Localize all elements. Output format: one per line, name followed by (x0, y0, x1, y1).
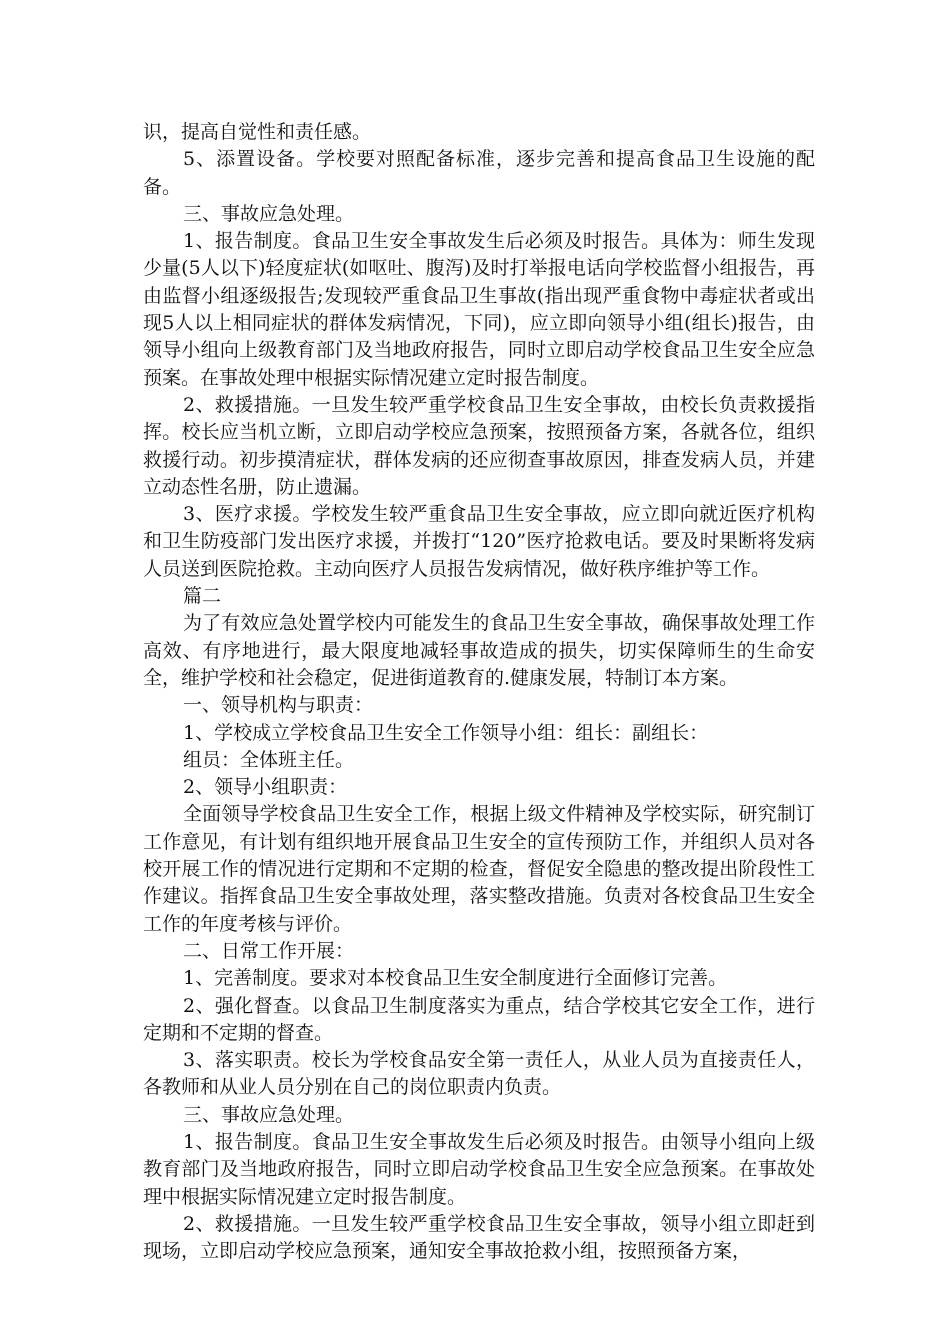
paragraph: 1、学校成立学校食品卫生安全工作领导小组：组长：副组长： (183, 721, 709, 744)
section-heading: 一、领导机构与职责： (183, 694, 374, 717)
paragraph: 全面领导学校食品卫生安全工作，根据上级文件精神及学校实际，研究制订工作意见，有计划有组织地开展食品卫生安全的宣传预防工作，并组织人员对各校开展工作的情况进行定期和不定期的检查，督促安全隐患的整改提出阶段性工作建议。指挥食品卫生安全事故处理，落实整改措施。负责对各校食品卫生安全工作的年度考核与评价。 (143, 803, 815, 935)
document-body (143, 119, 815, 1265)
section-heading: 二、日常工作开展： (183, 939, 355, 962)
paragraph: 1、报告制度。食品卫生安全事故发生后必须及时报告。由领导小组向上级教育部门及当地政府报告，同时立即启动学校食品卫生安全应急预案。在事故处理中根据实际情况建立定时报告制度。 (143, 1130, 815, 1208)
paragraph: 1、完善制度。要求对本校食品卫生安全制度进行全面修订完善。 (183, 967, 728, 990)
paragraph: 2、强化督查。以食品卫生制度落实为重点，结合学校其它安全工作，进行定期和不定期的督查。 (143, 994, 815, 1044)
paragraph: 2、救援措施。一旦发生较严重学校食品卫生安全事故，由校长负责救援指挥。校长应当机立断，立即启动学校应急预案，按照预备方案，各就各位，组织救援行动。初步摸清症状，群体发病的还应彻查事故原因，排查发病人员，并建立动态性名册，防止遗漏。 (143, 393, 815, 498)
paragraph: 3、落实职责。校长为学校食品安全第一责任人，从业人员为直接责任人，各教师和从业人员分别在自己的岗位职责内负责。 (143, 1049, 815, 1099)
paragraph: 组员：全体班主任。 (183, 748, 355, 771)
paragraph: 1、报告制度。食品卫生安全事故发生后必须及时报告。具体为：师生发现少量(5人以下)轻度症状(如呕吐、腹泻)及时打举报电话向学校监督小组报告，再由监督小组逐级报告;发现较严重食品卫生事故(指出现严重食物中毒症状者或出现5人以上相同症状的群体发病情况，下同)，应立即向领导小组(组长)报告，由领导小组向上级教育部门及当地政府报告，同时立即启动学校食品卫生安全应急预案。在事故处理中根据实际情况建立定时报告制度。 (143, 230, 815, 389)
section-heading: 三、事故应急处理。 (183, 202, 355, 225)
section-heading: 三、事故应急处理。 (183, 1103, 355, 1126)
part-heading: 篇二 (183, 585, 222, 608)
paragraph: 3、医疗求援。学校发生较严重食品卫生安全事故，应立即向就近医疗机构和卫生防疫部门发出医疗求援，并拨打“120”医疗抢救电话。要及时果断将发病人员送到医院抢救。主动向医疗人员报告发病情况，做好秩序维护等工作。 (143, 503, 815, 580)
paragraph: 2、救援措施。一旦发生较严重学校食品卫生安全事故，领导小组立即赶到现场，立即启动学校应急预案，通知安全事故抢救小组，按照预备方案， (143, 1212, 815, 1263)
paragraph: 5、添置设备。学校要对照配备标准，逐步完善和提高食品卫生设施的配备。 (143, 148, 815, 198)
paragraph: 为了有效应急处置学校内可能发生的食品卫生安全事故，确保事故处理工作高效、有序地进行，最大限度地减轻事故造成的损失，切实保障师生的生命安全，维护学校和社会稳定，促进街道教育的.健康发展，特制订本方案。 (143, 612, 815, 689)
paragraph: 2、领导小组职责： (183, 776, 348, 799)
paragraph-continuation: 识，提高自觉性和责任感。 (143, 121, 372, 143)
